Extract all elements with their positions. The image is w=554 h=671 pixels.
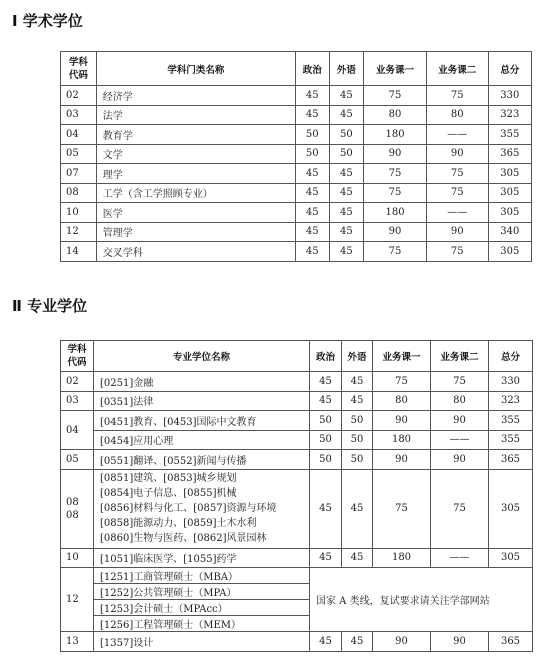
- cell-name: 经济学: [96, 86, 295, 106]
- cell-name: 管理学: [96, 222, 295, 242]
- cell-total: 305: [489, 548, 533, 568]
- cell-course2: 90: [426, 222, 488, 242]
- cell-foreign: 50: [342, 430, 373, 450]
- cell-politics: 45: [295, 203, 329, 223]
- cell-politics: 50: [310, 450, 342, 470]
- cell-course2: 75: [431, 372, 489, 392]
- cell-code: 12: [61, 222, 97, 242]
- cell-code: 07: [61, 164, 97, 184]
- cell-politics: 45: [310, 469, 342, 548]
- table-row: [61, 105, 532, 125]
- cell-politics: 45: [295, 222, 329, 242]
- cell-foreign: 45: [329, 105, 364, 125]
- cell-name: [1256]工程管理硕士（MEM）: [94, 616, 310, 632]
- table-header-row: [61, 52, 532, 86]
- header-total: 总分: [488, 52, 531, 86]
- professional-degree-table: [60, 340, 533, 652]
- cell-code: 10: [61, 548, 94, 568]
- cell-foreign: 45: [329, 183, 364, 203]
- cell-course1: 75: [364, 242, 427, 262]
- cell-politics: 50: [310, 430, 342, 450]
- cell-code: 14: [61, 242, 97, 262]
- header-code: 学科代码: [61, 341, 94, 372]
- cell-foreign: 45: [342, 391, 373, 411]
- major-name: [0851]建筑、[0853]城乡规划: [100, 473, 237, 484]
- cell-code: 04: [61, 411, 94, 450]
- cell-code: [61, 469, 94, 548]
- cell-code: 03: [61, 105, 97, 125]
- cell-course2: 90: [431, 450, 489, 470]
- cell-course2: 80: [426, 105, 488, 125]
- table-row: [61, 568, 533, 584]
- table-row: [61, 469, 533, 548]
- cell-total: 330: [488, 86, 531, 106]
- table-row: [61, 430, 533, 450]
- cell-politics: 50: [310, 411, 342, 431]
- cell-foreign: 45: [342, 548, 373, 568]
- table-row: [61, 86, 532, 106]
- cell-name: [0551]翻译、[0552]新闻与传播: [94, 450, 310, 470]
- cell-course2: ——: [426, 125, 488, 145]
- header-course2: 业务课二: [431, 341, 489, 372]
- cell-total: 305: [488, 242, 531, 262]
- table-row: [61, 222, 532, 242]
- cell-total: 330: [489, 372, 533, 392]
- cell-foreign: 45: [342, 632, 373, 652]
- cell-code: 13: [61, 632, 94, 652]
- cell-course1: 80: [364, 105, 427, 125]
- cell-course2: 75: [431, 469, 489, 548]
- section-title-professional: Ⅱ 专业学位: [12, 297, 88, 315]
- cell-course1: 180: [373, 430, 431, 450]
- cell-name: 法学: [96, 105, 295, 125]
- header-politics: 政治: [295, 52, 329, 86]
- cell-code: 05: [61, 450, 94, 470]
- header-foreign: 外语: [342, 341, 373, 372]
- cell-total: 355: [489, 411, 533, 431]
- header-course1: 业务课一: [373, 341, 431, 372]
- table-header-row: [61, 341, 533, 372]
- header-course1: 业务课一: [364, 52, 427, 86]
- academic-degree-table: [60, 51, 532, 262]
- cell-total: 323: [488, 105, 531, 125]
- cell-course2: ——: [431, 430, 489, 450]
- cell-total: 365: [488, 144, 531, 164]
- cell-name: 教育学: [96, 125, 295, 145]
- cell-code: 12: [61, 568, 94, 632]
- cell-course2: 75: [426, 86, 488, 106]
- major-name: [0858]能源动力、[0859]土木水利: [100, 518, 257, 529]
- major-name: [0856]材料与化工、[0857]资源与环境: [100, 503, 277, 514]
- cell-name: [1251]工商管理硕士（MBA）: [94, 568, 310, 584]
- cell-code: 04: [61, 125, 97, 145]
- cell-note: 国家 A 类线，复试要求请关注学部网站: [310, 568, 533, 632]
- major-name: [0860]生物与医药、[0862]风景园林: [100, 533, 267, 544]
- section-title-academic: Ⅰ 学术学位: [12, 12, 83, 30]
- cell-course2: 80: [431, 391, 489, 411]
- cell-politics: 45: [310, 548, 342, 568]
- major-name: [0854]电子信息、[0855]机械: [100, 488, 237, 499]
- cell-politics: 50: [295, 144, 329, 164]
- cell-course1: 75: [373, 469, 431, 548]
- cell-name: [1252]公共管理硕士（MPA）: [94, 584, 310, 600]
- table-row: [61, 164, 532, 184]
- cell-politics: 45: [310, 632, 342, 652]
- header-foreign: 外语: [329, 52, 364, 86]
- table-row: [61, 372, 533, 392]
- cell-total: 305: [489, 469, 533, 548]
- cell-name: [0454]应用心理: [94, 430, 310, 450]
- cell-code: 10: [61, 203, 97, 223]
- cell-foreign: 45: [342, 469, 373, 548]
- cell-course2: 75: [426, 242, 488, 262]
- cell-course1: 90: [373, 411, 431, 431]
- cell-course1: 180: [373, 548, 431, 568]
- cell-politics: 45: [310, 372, 342, 392]
- cell-course1: 75: [364, 183, 427, 203]
- table-row: [61, 183, 532, 203]
- cell-course2: ——: [426, 203, 488, 223]
- cell-politics: 45: [295, 183, 329, 203]
- cell-total: 365: [489, 632, 533, 652]
- table-row: [61, 144, 532, 164]
- cell-course1: 75: [373, 372, 431, 392]
- cell-name: [0451]教育、[0453]国际中文教育: [94, 411, 310, 431]
- cell-name: 工学（含工学照顾专业）: [96, 183, 295, 203]
- header-total: 总分: [489, 341, 533, 372]
- cell-course1: 75: [364, 86, 427, 106]
- header-code: 学科代码: [61, 52, 97, 86]
- cell-code: 03: [61, 391, 94, 411]
- cell-course2: ——: [431, 548, 489, 568]
- cell-name: [0351]法律: [94, 391, 310, 411]
- cell-code: 02: [61, 372, 94, 392]
- cell-foreign: 45: [329, 242, 364, 262]
- cell-foreign: 45: [329, 86, 364, 106]
- table-row: [61, 125, 532, 145]
- cell-foreign: 45: [329, 164, 364, 184]
- cell-total: 305: [488, 183, 531, 203]
- cell-foreign: 50: [329, 125, 364, 145]
- cell-politics: 50: [295, 125, 329, 145]
- cell-total: 355: [488, 125, 531, 145]
- table-row: [61, 391, 533, 411]
- cell-course2: 90: [431, 411, 489, 431]
- cell-course1: 75: [364, 164, 427, 184]
- cell-name: [1051]临床医学、[1055]药学: [94, 548, 310, 568]
- cell-name: 医学: [96, 203, 295, 223]
- cell-course1: 90: [364, 222, 427, 242]
- table-row: [61, 548, 533, 568]
- header-name: 专业学位名称: [94, 341, 310, 372]
- cell-total: 355: [489, 430, 533, 450]
- cell-politics: 45: [295, 105, 329, 125]
- cell-total: 340: [488, 222, 531, 242]
- cell-course1: 180: [364, 203, 427, 223]
- cell-politics: 45: [310, 391, 342, 411]
- cell-foreign: 50: [342, 411, 373, 431]
- cell-code: 05: [61, 144, 97, 164]
- cell-foreign: 50: [329, 144, 364, 164]
- cell-total: 305: [488, 203, 531, 223]
- cell-foreign: 45: [329, 203, 364, 223]
- cell-politics: 45: [295, 164, 329, 184]
- cell-course2: 75: [426, 183, 488, 203]
- cell-code: 08: [61, 183, 97, 203]
- cell-total: 365: [489, 450, 533, 470]
- cell-foreign: 50: [342, 450, 373, 470]
- header-name: 学科门类名称: [96, 52, 295, 86]
- code-line: 08: [66, 509, 79, 521]
- table-row: [61, 203, 532, 223]
- cell-name: [0251]金融: [94, 372, 310, 392]
- cell-course1: 90: [373, 450, 431, 470]
- table-row: [61, 632, 533, 652]
- cell-foreign: 45: [342, 372, 373, 392]
- header-course2: 业务课二: [426, 52, 488, 86]
- cell-code: 02: [61, 86, 97, 106]
- cell-politics: 45: [295, 86, 329, 106]
- cell-name: 理学: [96, 164, 295, 184]
- header-politics: 政治: [310, 341, 342, 372]
- cell-name: [1253]会计硕士（MPAcc）: [94, 600, 310, 616]
- table-row: [61, 411, 533, 431]
- cell-name: [94, 469, 310, 548]
- cell-course2: 75: [426, 164, 488, 184]
- code-line: 08: [66, 496, 79, 508]
- cell-course1: 90: [373, 632, 431, 652]
- cell-foreign: 45: [329, 222, 364, 242]
- cell-name: 交叉学科: [96, 242, 295, 262]
- cell-course1: 180: [364, 125, 427, 145]
- cell-course1: 80: [373, 391, 431, 411]
- table-row: [61, 450, 533, 470]
- cell-name: 文学: [96, 144, 295, 164]
- cell-name: [1357]设计: [94, 632, 310, 652]
- cell-course2: 90: [426, 144, 488, 164]
- table-row: [61, 242, 532, 262]
- cell-course2: 90: [431, 632, 489, 652]
- cell-total: 323: [489, 391, 533, 411]
- cell-total: 305: [488, 164, 531, 184]
- cell-politics: 45: [295, 242, 329, 262]
- cell-course1: 90: [364, 144, 427, 164]
